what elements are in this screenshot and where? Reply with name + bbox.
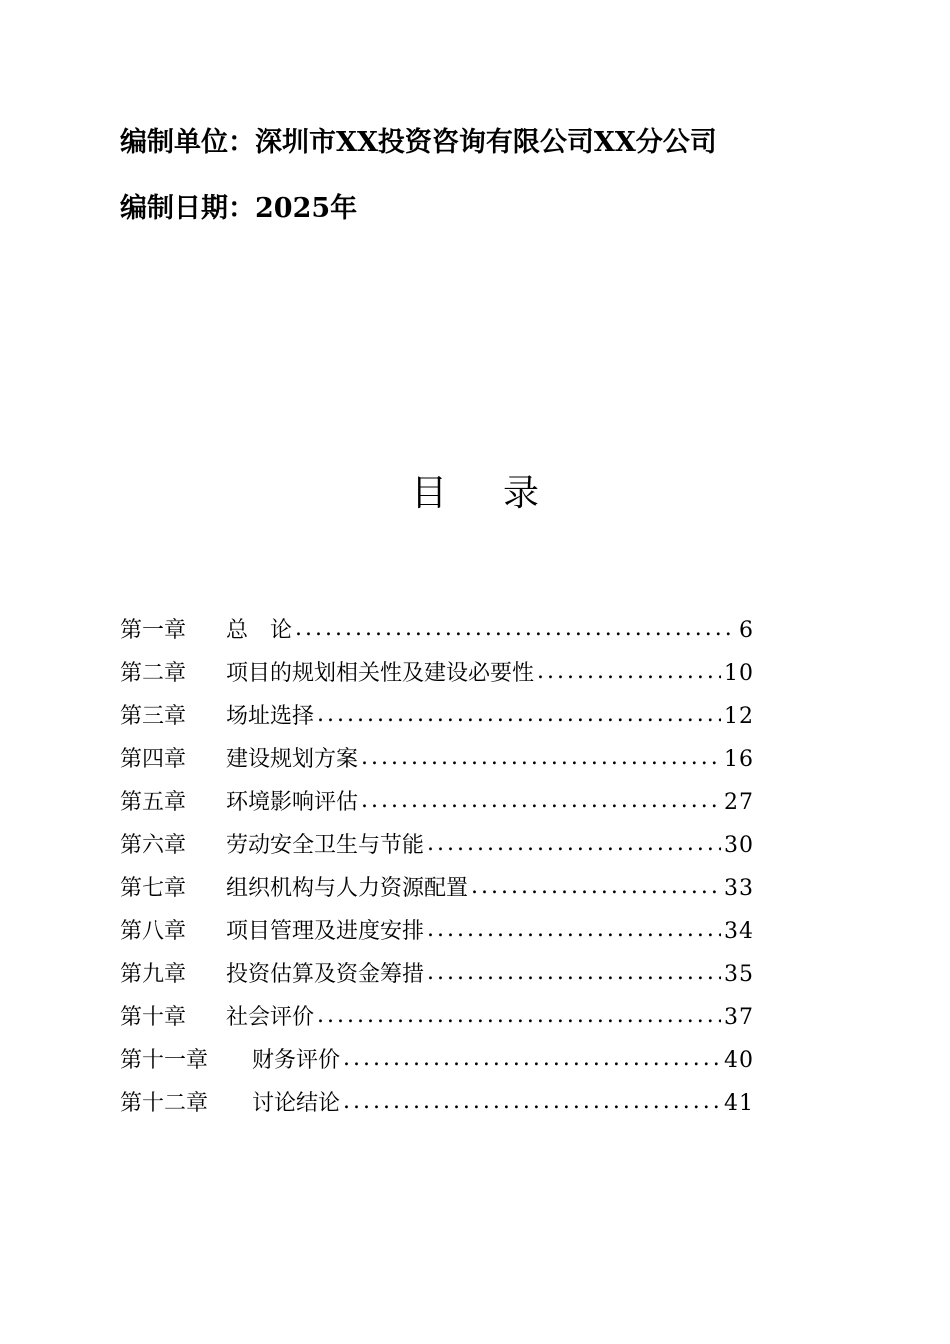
toc-chapter-label: 第十一章 <box>120 1048 209 1073</box>
toc-dot-leader <box>427 829 721 859</box>
toc-chapter-label: 第七章 <box>120 876 187 901</box>
toc-entry[interactable] <box>120 1076 754 1119</box>
toc-page-number: 27 <box>724 790 754 815</box>
toc-dot-leader <box>427 958 721 988</box>
toc-entry[interactable] <box>120 947 754 990</box>
toc-page-number: 6 <box>739 618 754 643</box>
toc-chapter-title: 环境影响评估 <box>226 790 359 815</box>
toc-chapter-label: 第一章 <box>120 618 187 643</box>
toc-chapter-label: 第九章 <box>120 962 187 987</box>
toc-page-number: 40 <box>724 1048 754 1073</box>
toc-entry[interactable] <box>120 904 754 947</box>
toc-entry[interactable] <box>120 775 754 818</box>
compile-date-line: 编制日期：2025年 <box>120 193 358 224</box>
toc-entry[interactable] <box>120 1033 754 1076</box>
toc-page-number: 12 <box>724 704 754 729</box>
toc-dot-leader <box>317 700 721 730</box>
toc-dot-leader <box>317 1001 721 1031</box>
toc-dot-leader <box>427 915 721 945</box>
toc-page-number: 16 <box>724 747 754 772</box>
toc-chapter-label: 第十二章 <box>120 1091 209 1116</box>
toc-chapter-label: 第三章 <box>120 704 187 729</box>
toc-chapter-label: 第八章 <box>120 919 187 944</box>
toc-chapter-title: 项目管理及进度安排 <box>226 919 425 944</box>
toc-chapter-label: 第二章 <box>120 661 187 686</box>
toc-title: 目录 <box>410 473 595 514</box>
toc-entry[interactable] <box>120 603 754 646</box>
toc-chapter-title: 建设规划方案 <box>226 747 359 772</box>
compiler-unit-line: 编制单位：深圳市XX投资咨询有限公司XX分公司 <box>120 127 717 158</box>
toc-chapter-label: 第十章 <box>120 1005 187 1030</box>
toc-dot-leader <box>343 1044 721 1074</box>
toc-entry[interactable] <box>120 990 754 1033</box>
toc-dot-leader <box>361 743 721 773</box>
toc-dot-leader <box>537 657 721 687</box>
toc-chapter-label: 第五章 <box>120 790 187 815</box>
toc-chapter-title: 场址选择 <box>226 704 315 729</box>
toc-chapter-title: 项目的规划相关性及建设必要性 <box>226 661 535 686</box>
toc-chapter-title: 投资估算及资金筹措 <box>226 962 425 987</box>
toc-page-number: 35 <box>724 962 754 987</box>
toc-chapter-title: 财务评价 <box>252 1048 341 1073</box>
toc-chapter-title: 社会评价 <box>226 1005 315 1030</box>
toc-page-number: 30 <box>724 833 754 858</box>
toc-dot-leader <box>361 786 721 816</box>
toc-chapter-title: 劳动安全卫生与节能 <box>226 833 425 858</box>
toc-chapter-title: 讨论结论 <box>252 1091 341 1116</box>
toc-chapter-title: 组织机构与人力资源配置 <box>226 876 469 901</box>
toc-page-number: 37 <box>724 1005 754 1030</box>
table-of-contents <box>120 603 754 1119</box>
toc-chapter-title: 总 论 <box>226 618 293 643</box>
toc-dot-leader <box>343 1087 721 1117</box>
toc-entry[interactable] <box>120 732 754 775</box>
toc-entry[interactable] <box>120 689 754 732</box>
toc-page-number: 33 <box>724 876 754 901</box>
toc-chapter-label: 第四章 <box>120 747 187 772</box>
toc-page-number: 34 <box>724 919 754 944</box>
toc-entry[interactable] <box>120 861 754 904</box>
toc-dot-leader <box>295 614 736 644</box>
toc-chapter-label: 第六章 <box>120 833 187 858</box>
toc-page-number: 10 <box>724 661 754 686</box>
toc-dot-leader <box>471 872 721 902</box>
toc-entry[interactable] <box>120 818 754 861</box>
toc-entry[interactable] <box>120 646 754 689</box>
toc-page-number: 41 <box>724 1091 754 1116</box>
